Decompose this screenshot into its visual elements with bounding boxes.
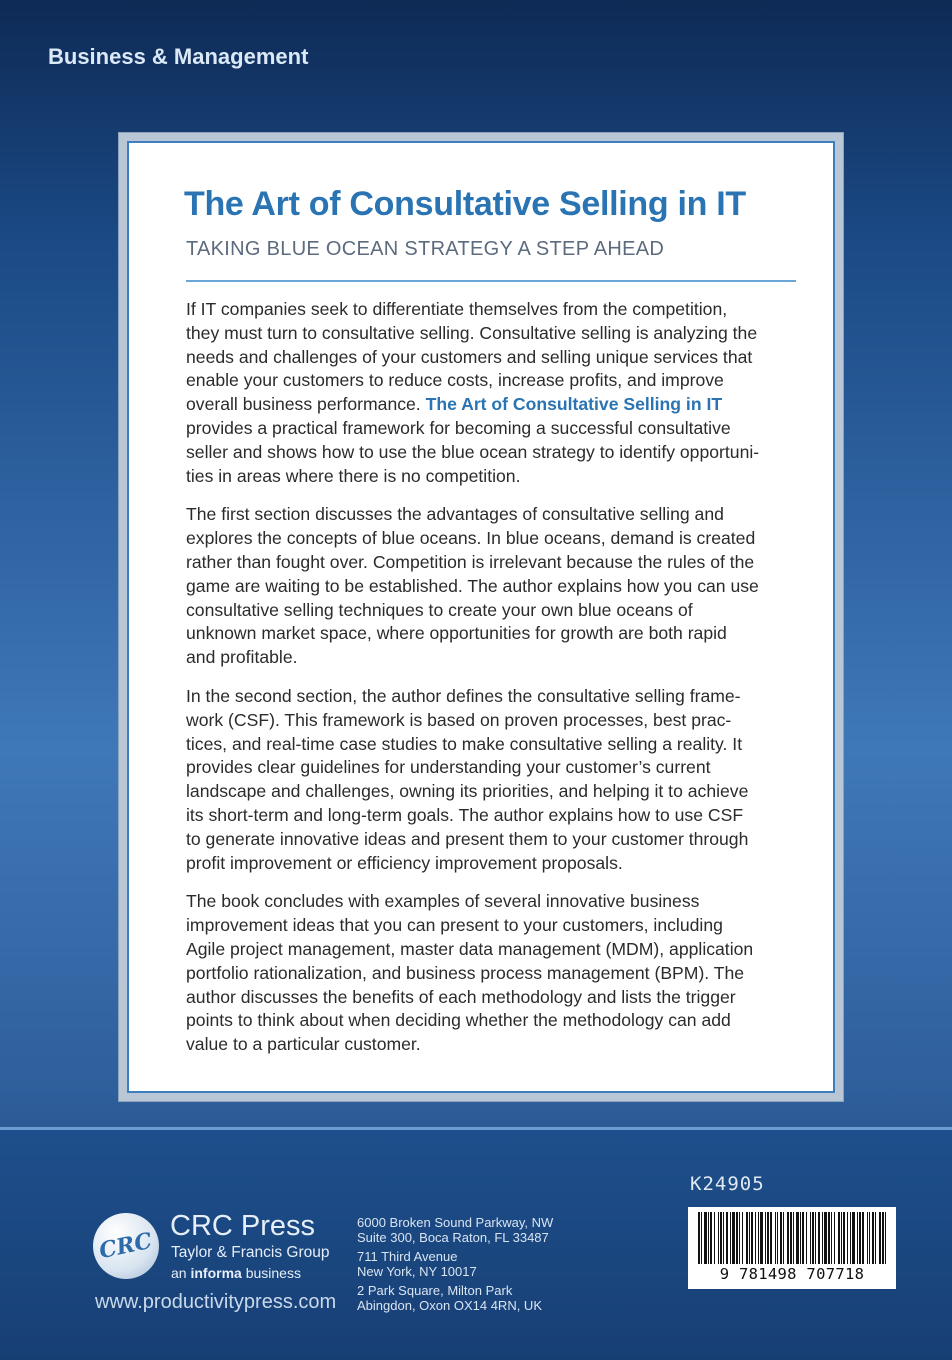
barcode-bar — [708, 1212, 709, 1264]
barcode-bar — [812, 1212, 814, 1264]
barcode-bar — [720, 1212, 722, 1264]
description-body — [186, 298, 801, 1072]
barcode-bar — [793, 1212, 794, 1264]
barcode-bar — [843, 1212, 845, 1264]
barcode-bar — [867, 1212, 868, 1264]
barcode-bar — [777, 1212, 778, 1264]
barcode-bar — [718, 1212, 719, 1264]
address-block — [357, 1215, 553, 1245]
barcode-bar — [834, 1212, 835, 1264]
barcode-bar — [732, 1212, 735, 1264]
barcode-bar — [760, 1212, 763, 1264]
text-line: provides clear guidelines for understanding your customer’s current — [186, 757, 711, 778]
barcode-bar — [885, 1212, 886, 1264]
barcode-bar — [739, 1212, 740, 1264]
text-line: tices, and real-time case studies to make consultative selling a reality. It — [186, 733, 743, 754]
paragraph-1 — [186, 298, 801, 488]
publisher-addresses — [357, 1215, 553, 1317]
book-title: The Art of Consultative Selling in IT — [184, 185, 746, 223]
text-line: game are waiting to be established. The author explains how you can use — [186, 575, 759, 596]
barcode-bar — [730, 1212, 731, 1264]
crc-logo-text: CRC — [97, 1227, 155, 1265]
barcode-bar — [775, 1212, 776, 1264]
text-line: work (CSF). This framework is based on proven processes, best prac- — [186, 709, 732, 730]
informa-tagline — [171, 1265, 301, 1281]
barcode-bar — [841, 1212, 842, 1264]
barcode-bar — [701, 1212, 702, 1264]
barcode-bar — [765, 1212, 766, 1264]
address-line: Suite 300, Boca Raton, FL 33487 — [357, 1230, 549, 1245]
barcode-bar — [767, 1212, 769, 1264]
barcode-bar — [859, 1212, 861, 1264]
text-line: improvement ideas that you can present to your customers, including — [186, 915, 723, 936]
barcode-bar — [751, 1212, 753, 1264]
barcode-bar — [875, 1212, 876, 1264]
barcode-bars — [696, 1212, 888, 1264]
text-line: landscape and challenges, owning its priorities, and helping it to achieve — [186, 781, 749, 802]
text-line: its short-term and long-term goals. The author explains how to use CSF — [186, 804, 744, 825]
barcode-bar — [742, 1212, 743, 1264]
isbn-barcode — [688, 1207, 896, 1289]
barcode-bar — [882, 1212, 884, 1264]
barcode-bar — [783, 1212, 784, 1264]
barcode-bar — [698, 1212, 700, 1264]
barcode-bar — [704, 1212, 707, 1264]
barcode-bar — [770, 1212, 772, 1264]
barcode-bar — [723, 1212, 724, 1264]
address-line: 711 Third Avenue — [357, 1249, 458, 1264]
barcode-bar — [872, 1212, 874, 1264]
text-line: In the second section, the author defines the consultative selling frame- — [186, 685, 741, 706]
text-line — [186, 393, 801, 417]
barcode-bar — [755, 1212, 756, 1264]
barcode-bar — [810, 1212, 811, 1264]
text-line: portfolio rationalization, and business process management (BPM). The — [186, 962, 745, 983]
barcode-bar — [838, 1212, 840, 1264]
title-divider — [186, 280, 796, 282]
publisher-url[interactable]: www.productivitypress.com — [95, 1291, 337, 1313]
barcode-bar — [857, 1212, 858, 1264]
paragraph-3 — [186, 685, 801, 875]
description-panel-inner — [127, 141, 835, 1093]
address-block — [357, 1249, 553, 1279]
text-line: they must turn to consultative selling. Consultative selling is analyzing the — [186, 322, 758, 343]
barcode-bar — [710, 1212, 712, 1264]
barcode-bar — [828, 1212, 830, 1264]
barcode-bar — [800, 1212, 801, 1264]
barcode-bar — [736, 1212, 738, 1264]
text-line: The first section discusses the advantages of consultative selling and — [186, 504, 724, 525]
text-line: consultative selling techniques to create your own blue oceans of — [186, 599, 693, 620]
product-code: K24905 — [690, 1173, 765, 1195]
barcode-bar — [879, 1212, 881, 1264]
text-line: seller and shows how to use the blue ocean strategy to identify opportuni- — [186, 441, 760, 462]
text-line: provides a practical framework for becoming a successful consultative — [186, 417, 731, 438]
informa-prefix: an — [171, 1265, 191, 1281]
barcode-bar — [818, 1212, 820, 1264]
text-line: profit improvement or efficiency improvement proposals. — [186, 852, 623, 873]
text-line: explores the concepts of blue oceans. In blue oceans, demand is created — [186, 528, 756, 549]
address-line: 6000 Broken Sound Parkway, NW — [357, 1215, 554, 1230]
text-line: value to a particular customer. — [186, 1034, 421, 1055]
book-subtitle: TAKING BLUE OCEAN STRATEGY A STEP AHEAD — [186, 238, 665, 260]
publisher-footer — [0, 1130, 952, 1360]
barcode-bar — [824, 1212, 827, 1264]
barcode-bar — [726, 1212, 728, 1264]
crc-logo — [93, 1213, 159, 1279]
text-line: and profitable. — [186, 647, 298, 668]
barcode-bar — [758, 1212, 759, 1264]
barcode-bar — [806, 1212, 807, 1264]
text-line: ties in areas where there is no competition. — [186, 465, 521, 486]
barcode-bar — [796, 1212, 799, 1264]
address-line: 2 Park Square, Milton Park — [357, 1283, 513, 1298]
barcode-bar — [831, 1212, 832, 1264]
text-line: points to think about when deciding whether the methodology can add — [186, 1010, 731, 1031]
barcode-bar — [850, 1212, 851, 1264]
barcode-bar — [746, 1212, 748, 1264]
barcode-bar — [862, 1212, 864, 1264]
address-block — [357, 1283, 553, 1313]
barcode-bar — [815, 1212, 816, 1264]
text-line: needs and challenges of your customers and selling unique services that — [186, 346, 753, 367]
text-line: Agile project management, master data management (MDM), application — [186, 938, 754, 959]
barcode-bar — [847, 1212, 848, 1264]
text-fragment: overall business performance. — [186, 394, 426, 415]
barcode-bar — [852, 1212, 855, 1264]
text-line: enable your customers to reduce costs, increase profits, and improve — [186, 370, 724, 391]
barcode-bar — [780, 1212, 782, 1264]
address-line: New York, NY 10017 — [357, 1264, 477, 1279]
barcode-bar — [790, 1212, 792, 1264]
paragraph-4 — [186, 890, 801, 1057]
text-line: rather than fought over. Competition is irrelevant because the rules of the — [186, 551, 755, 572]
isbn-number: 9 781498 707718 — [719, 1265, 865, 1283]
barcode-bar — [787, 1212, 789, 1264]
informa-suffix: business — [241, 1265, 301, 1281]
informa-brand: informa — [190, 1265, 242, 1281]
description-panel — [118, 132, 844, 1102]
barcode-bar — [869, 1212, 870, 1264]
address-line: Abingdon, Oxon OX14 4RN, UK — [357, 1298, 542, 1313]
category-label: Business & Management — [48, 44, 309, 69]
paragraph-2 — [186, 503, 801, 670]
barcode-bar — [714, 1212, 715, 1264]
text-line: If IT companies seek to differentiate themselves from the competition, — [186, 299, 728, 319]
book-title-highlight: The Art of Consultative Selling in IT — [425, 394, 723, 415]
publisher-name: CRC Press — [170, 1210, 316, 1242]
text-line: author discusses the benefits of each methodology and lists the trigger — [186, 986, 736, 1007]
text-line: to generate innovative ideas and present them to your customer through — [186, 828, 749, 849]
text-line: The book concludes with examples of several innovative business — [186, 891, 700, 912]
barcode-bar — [802, 1212, 804, 1264]
barcode-bar — [822, 1212, 823, 1264]
publisher-group: Taylor & Francis Group — [171, 1244, 330, 1261]
text-line: unknown market space, where opportunities for growth are both rapid — [186, 623, 727, 644]
barcode-bar — [749, 1212, 750, 1264]
